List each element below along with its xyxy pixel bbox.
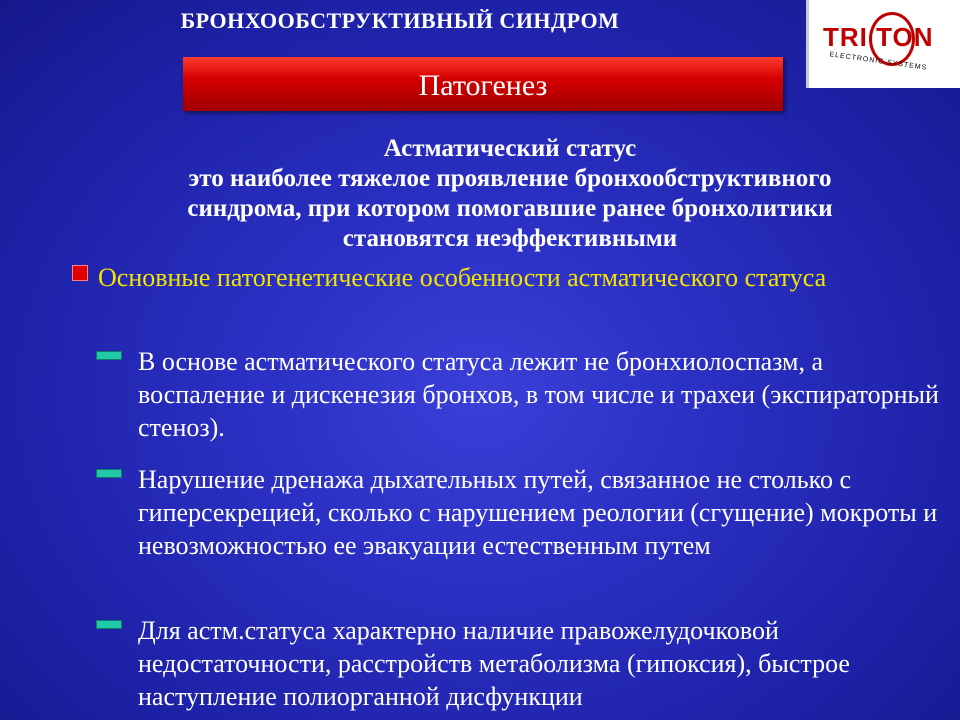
list-item-text: В основе астматического статуса лежит не бронхиолоспазм, а воспаление и дискенезия бронхов, в том числе и трахеи (экспираторный стеноз).: [138, 347, 939, 442]
definition-line-3: синдрома, при котором помогавшие ранее бронхолитики: [187, 195, 833, 222]
definition-line-2: это наиболее тяжелое проявление бронхообструктивного: [188, 165, 832, 192]
logo-text: TRI TON: [823, 22, 934, 52]
dash-bullet-icon: [96, 469, 122, 478]
logo-subtext: ELECTRONIC SYSTEMS: [828, 51, 928, 72]
triton-logo: [806, 0, 960, 88]
dash-bullet-icon: [96, 351, 122, 360]
dash-bullet-icon: [96, 620, 122, 629]
square-bullet-icon: [72, 265, 88, 281]
definition-line-1: Астматический статус: [383, 135, 637, 162]
main-bullet-text: Основные патогенетические особенности астматического статуса: [98, 263, 827, 292]
subtitle-text: Патогенез: [418, 69, 548, 102]
list-item-text: Для астм.статуса характерно наличие правожелудочковой недостаточности, расстройств метаболизма (гипоксия), быстрое наступление полиорганной дисфункции: [138, 616, 850, 711]
slide-header-title: БРОНХООБСТРУКТИВНЫЙ СИНДРОМ: [180, 8, 620, 33]
list-item-text: Нарушение дренажа дыхательных путей, связанное не столько с гиперсекрецией, сколько с нарушением реологии (сгущение) мокроты и невозможностью ее эвакуации естественным путем: [138, 465, 938, 560]
definition-block: [80, 134, 940, 254]
subtitle-banner: [183, 57, 783, 111]
definition-line-4: становятся неэффективными: [342, 225, 678, 252]
